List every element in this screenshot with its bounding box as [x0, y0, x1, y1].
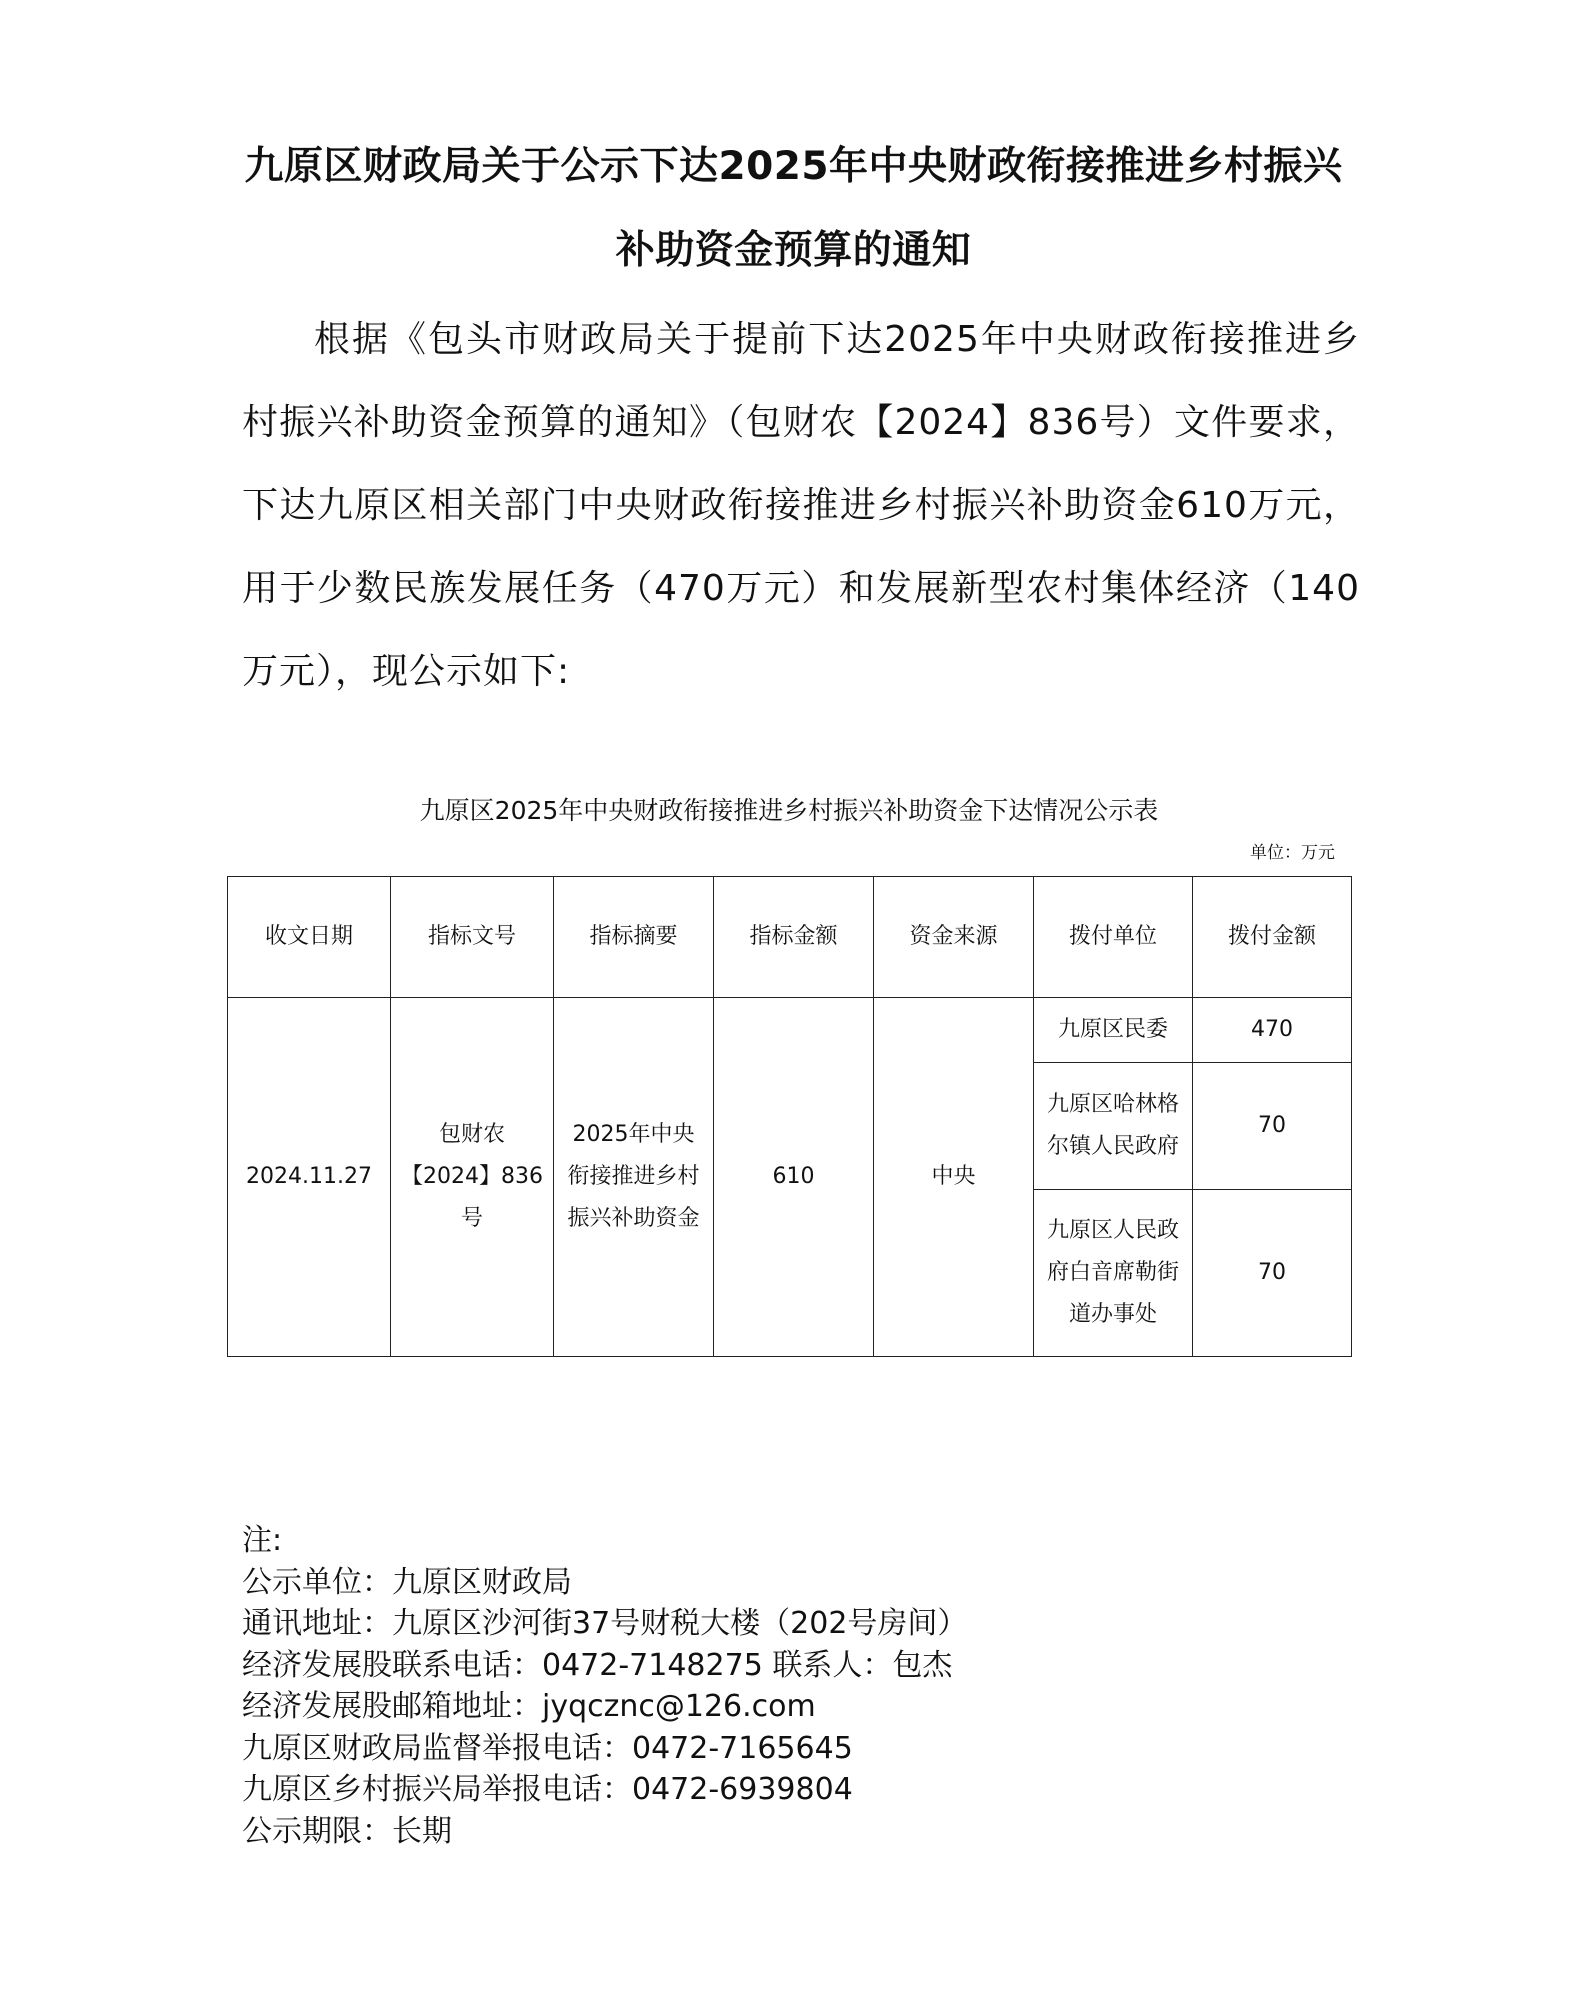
title-line-1: 九原区财政局关于公示下达2025年中央财政衔接推进乡村振兴 — [244, 144, 1343, 189]
header-date: 收文日期 — [228, 877, 391, 998]
header-amount: 指标金额 — [714, 877, 874, 998]
cell-source: 中央 — [874, 998, 1034, 1357]
notes-heading: 注: — [242, 1523, 283, 1558]
cell-recipient-amount: 70 — [1193, 1190, 1352, 1357]
header-recipient-unit: 拨付单位 — [1034, 877, 1193, 998]
cell-amount: 610 — [714, 998, 874, 1357]
cell-date: 2024.11.27 — [228, 998, 391, 1357]
cell-recipient-unit: 九原区哈林格尔镇人民政府 — [1034, 1063, 1193, 1190]
header-doc-no: 指标文号 — [391, 877, 554, 998]
note-line: 九原区乡村振兴局举报电话：0472-6939804 — [242, 1772, 853, 1807]
cell-doc-no: 包财农【2024】836号 — [391, 998, 554, 1357]
header-recipient-amount: 拨付金额 — [1193, 877, 1352, 998]
cell-recipient-unit: 九原区人民政府白音席勒街道办事处 — [1034, 1190, 1193, 1357]
note-line: 通讯地址：九原区沙河街37号财税大楼（202号房间） — [242, 1606, 968, 1641]
header-source: 资金来源 — [874, 877, 1034, 998]
note-line: 九原区财政局监督举报电话：0472-7165645 — [242, 1730, 853, 1766]
cell-recipient-amount: 70 — [1193, 1063, 1352, 1190]
table-caption: 九原区2025年中央财政衔接推进乡村振兴补助资金下达情况公示表 — [419, 796, 1159, 825]
body-paragraph: 根据《包头市财政局关于提前下达2025年中央财政衔接推进乡村振兴补助资金预算的通知》（包财农【2024】836号）文件要求，下达九原区相关部门中央财政衔接推进乡村振兴补助资金610万元，用于少数民族发展任务（470万元）和发展新型农村集体经济（140万元），现公示如下: — [242, 319, 1360, 692]
note-line: 经济发展股邮箱地址：jyqcznc@126.com — [242, 1689, 816, 1724]
table-row — [228, 998, 1352, 1063]
note-line: 公示期限：长期 — [242, 1813, 452, 1849]
allocation-table — [227, 876, 1352, 1357]
cell-recipient-amount: 470 — [1193, 998, 1352, 1063]
notes-section — [242, 1520, 967, 1852]
header-summary: 指标摘要 — [554, 877, 714, 998]
cell-summary: 2025年中央衔接推进乡村振兴补助资金 — [554, 998, 714, 1357]
note-line: 公示单位：九原区财政局 — [242, 1564, 572, 1600]
unit-label: 单位：万元 — [1250, 843, 1335, 863]
table-header-row — [228, 877, 1352, 998]
document-title — [200, 125, 1387, 293]
title-line-2: 补助资金预算的通知 — [615, 228, 972, 273]
note-line: 经济发展股联系电话：0472-7148275 联系人：包杰 — [242, 1647, 953, 1683]
cell-recipient-unit: 九原区民委 — [1034, 998, 1193, 1063]
